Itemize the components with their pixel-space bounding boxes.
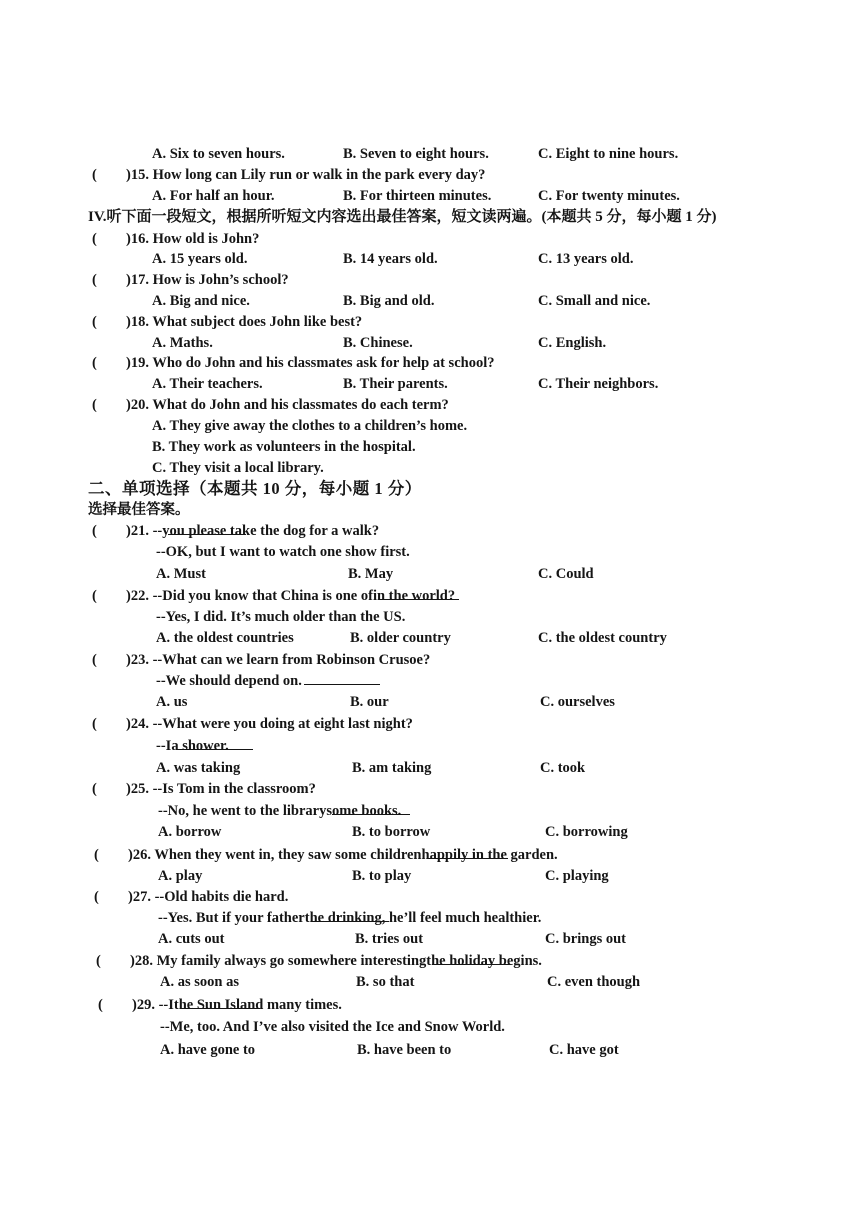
section-2-heading: 二、单项选择（本题共 10 分，每小题 1 分） [88, 479, 422, 498]
q26-answer-blank[interactable] [428, 844, 508, 859]
q25-answer-paren: ( [92, 781, 97, 797]
q19-option-b: B. Their parents. [343, 376, 448, 392]
q29-answer-paren: ( [98, 997, 103, 1013]
q21-answer-paren: ( [92, 523, 97, 539]
q15-option-a: A. For half an hour. [152, 188, 275, 204]
q18-option-c: C. English. [538, 335, 607, 351]
q22-stem [126, 585, 455, 607]
q25-option-c: C. borrowing [545, 824, 628, 840]
q29-reply: --Me, too. And I’ve also visited the Ice and Snow World. [160, 1019, 505, 1035]
q25-stem-line [0, 778, 860, 800]
q21-stem-post: you please take the dog for a walk? [162, 523, 380, 539]
q24-stem-line [0, 713, 860, 735]
q21-option-c: C. Could [538, 566, 594, 582]
q18-option-b: B. Chinese. [343, 335, 413, 351]
q18-options [0, 332, 860, 354]
q27-option-a: A. cuts out [158, 931, 225, 947]
q22-options [0, 627, 860, 649]
q24-answer-blank[interactable] [177, 735, 253, 750]
q14-option-b: B. Seven to eight hours. [343, 146, 489, 162]
q26-answer-paren: ( [94, 847, 99, 863]
section-2-instruction: 选择最佳答案。 [88, 502, 190, 518]
q28-stem-post: the holiday begins. [426, 953, 542, 969]
q19-stem: )19. Who do John and his classmates ask for help at school? [126, 355, 495, 371]
q15-options [0, 185, 860, 207]
q26-options [0, 865, 860, 887]
q26-stem-line [0, 844, 860, 866]
q24-reply-line [0, 735, 860, 757]
q15-option-b: B. For thirteen minutes. [343, 188, 492, 204]
q15-option-c: C. For twenty minutes. [538, 188, 680, 204]
q20-option-b: B. They work as volunteers in the hospital. [152, 439, 416, 455]
q24-option-a: A. was taking [156, 760, 241, 776]
q15-stem-line [0, 164, 860, 186]
q17-option-b: B. Big and old. [343, 293, 435, 309]
q25-option-a: A. borrow [158, 824, 222, 840]
q25-stem: )25. --Is Tom in the classroom? [126, 781, 316, 797]
q24-reply [156, 735, 229, 757]
q23-reply-line [0, 670, 860, 692]
q19-options [0, 373, 860, 395]
q24-answer-paren: ( [92, 716, 97, 732]
q27-reply [158, 907, 541, 929]
q16-options [0, 248, 860, 270]
q25-reply-post: some books. [326, 803, 402, 819]
q21-reply: --OK, but I want to watch one show first. [156, 544, 410, 560]
q23-reply-post: . [298, 673, 302, 689]
q25-reply-line [0, 800, 860, 822]
q29-options [0, 1039, 860, 1061]
q22-reply-line [0, 606, 860, 628]
q26-stem-pre: )26. When they went in, they saw some children [128, 847, 422, 863]
q19-option-c: C. Their neighbors. [538, 376, 659, 392]
q17-answer-paren: ( [92, 272, 97, 288]
q19-option-a: A. Their teachers. [152, 376, 263, 392]
q26-option-b: B. to play [352, 868, 412, 884]
q29-option-a: A. have gone to [160, 1042, 256, 1058]
q21-option-a: A. Must [156, 566, 206, 582]
q26-option-a: A. play [158, 868, 203, 884]
q17-options [0, 290, 860, 312]
q20-option-c-line [0, 457, 860, 479]
q27-stem: )27. --Old habits die hard. [128, 889, 289, 905]
q16-option-c: C. 13 years old. [538, 251, 634, 267]
q21-answer-blank[interactable] [168, 520, 246, 535]
q27-answer-paren: ( [94, 889, 99, 905]
q25-reply [158, 800, 401, 822]
q26-option-c: C. playing [545, 868, 609, 884]
q22-reply: --Yes, I did. It’s much older than the US. [156, 609, 406, 625]
q29-option-c: C. have got [549, 1042, 619, 1058]
q25-option-b: B. to borrow [352, 824, 431, 840]
section-4-heading: IV.听下面一段短文，根据所听短文内容选出最佳答案，短文读两遍。(本题共 5 分，每小题 1 分) [88, 209, 717, 225]
q28-stem-pre: )28. My family always go somewhere interesting [130, 953, 427, 969]
q29-reply-line [0, 1016, 860, 1038]
q20-option-a-line [0, 415, 860, 437]
q16-stem-line [0, 228, 860, 250]
q24-option-c: C. took [540, 760, 586, 776]
q17-option-c: C. Small and nice. [538, 293, 651, 309]
q16-answer-paren: ( [92, 231, 97, 247]
q23-answer-blank[interactable] [304, 670, 380, 685]
q14-option-c: C. Eight to nine hours. [538, 146, 679, 162]
q24-stem: )24. --What were you doing at eight last night? [126, 716, 413, 732]
q27-answer-blank[interactable] [311, 907, 389, 922]
q29-answer-blank[interactable] [180, 994, 260, 1009]
section-4-heading-line [0, 206, 860, 228]
q23-answer-paren: ( [92, 652, 97, 668]
q25-answer-blank[interactable] [332, 800, 410, 815]
q18-stem: )18. What subject does John like best? [126, 314, 363, 330]
q22-option-b: B. older country [350, 630, 451, 646]
q20-stem: )20. What do John and his classmates do each term? [126, 397, 449, 413]
q28-answer-blank[interactable] [432, 950, 510, 965]
q27-option-c: C. brings out [545, 931, 626, 947]
q28-option-a: A. as soon as [160, 974, 239, 990]
q28-option-c: C. even though [547, 974, 641, 990]
q29-stem-line [0, 994, 860, 1016]
q27-reply-pre: --Yes. But if your father [158, 910, 305, 926]
q20-stem-line [0, 394, 860, 416]
q22-stem-post: in the world? [372, 588, 456, 604]
q24-options [0, 757, 860, 779]
q14-options [0, 143, 860, 165]
q29-stem [132, 994, 342, 1016]
q28-answer-paren: ( [96, 953, 101, 969]
q21-options [0, 563, 860, 585]
q26-stem [128, 844, 558, 866]
q17-option-a: A. Big and nice. [152, 293, 250, 309]
q18-option-a: A. Maths. [152, 335, 213, 351]
q28-stem-line [0, 950, 860, 972]
q27-options [0, 928, 860, 950]
q22-option-a: A. the oldest countries [156, 630, 294, 646]
q24-reply-post: a shower. [171, 738, 229, 754]
q27-option-b: B. tries out [355, 931, 424, 947]
q20-option-b-line [0, 436, 860, 458]
q19-answer-paren: ( [92, 355, 97, 371]
q15-answer-paren: ( [92, 167, 97, 183]
q23-option-a: A. us [156, 694, 188, 710]
q29-stem-post: the Sun Island many times. [173, 997, 342, 1013]
q27-reply-post: the drinking, he’ll feel much healthier. [304, 910, 542, 926]
q24-reply-pre: --I [156, 738, 172, 754]
q21-option-b: B. May [348, 566, 394, 582]
q16-option-b: B. 14 years old. [343, 251, 438, 267]
q22-stem-line [0, 585, 860, 607]
q20-option-c: C. They visit a local library. [152, 460, 324, 476]
q25-reply-pre: --No, he went to the library [158, 803, 327, 819]
q23-stem-line [0, 649, 860, 671]
q29-stem-pre: )29. --I [132, 997, 174, 1013]
section-2-heading-line [0, 478, 860, 500]
q25-options [0, 821, 860, 843]
q19-stem-line [0, 352, 860, 374]
q23-option-c: C. ourselves [540, 694, 615, 710]
q22-stem-pre: )22. --Did you know that China is one of [126, 588, 373, 604]
q17-stem: )17. How is John’s school? [126, 272, 289, 288]
q22-answer-paren: ( [92, 588, 97, 604]
q21-stem-pre: )21. -- [126, 523, 163, 539]
q22-answer-blank[interactable] [379, 585, 459, 600]
q29-option-b: B. have been to [357, 1042, 452, 1058]
q21-reply-line [0, 541, 860, 563]
q15-stem: )15. How long can Lily run or walk in the park every day? [126, 167, 486, 183]
q23-reply-pre: --We should depend on [156, 673, 299, 689]
q14-option-a: A. Six to seven hours. [152, 146, 285, 162]
q23-options [0, 691, 860, 713]
q28-stem [130, 950, 542, 972]
q22-option-c: C. the oldest country [538, 630, 667, 646]
q24-option-b: B. am taking [352, 760, 432, 776]
q23-reply [156, 670, 302, 692]
q23-option-b: B. our [350, 694, 389, 710]
q18-stem-line [0, 311, 860, 333]
section-2-instruction-line [0, 499, 860, 521]
q27-stem-line [0, 886, 860, 908]
q23-stem: )23. --What can we learn from Robinson Crusoe? [126, 652, 431, 668]
q27-reply-line [0, 907, 860, 929]
q16-option-a: A. 15 years old. [152, 251, 248, 267]
q28-options [0, 971, 860, 993]
q18-answer-paren: ( [92, 314, 97, 330]
q16-stem: )16. How old is John? [126, 231, 260, 247]
q26-stem-post: happily in the garden. [421, 847, 558, 863]
q20-answer-paren: ( [92, 397, 97, 413]
q28-option-b: B. so that [356, 974, 415, 990]
q20-option-a: A. They give away the clothes to a children’s home. [152, 418, 468, 434]
q21-stem [126, 520, 379, 542]
q21-stem-line [0, 520, 860, 542]
q17-stem-line [0, 269, 860, 291]
